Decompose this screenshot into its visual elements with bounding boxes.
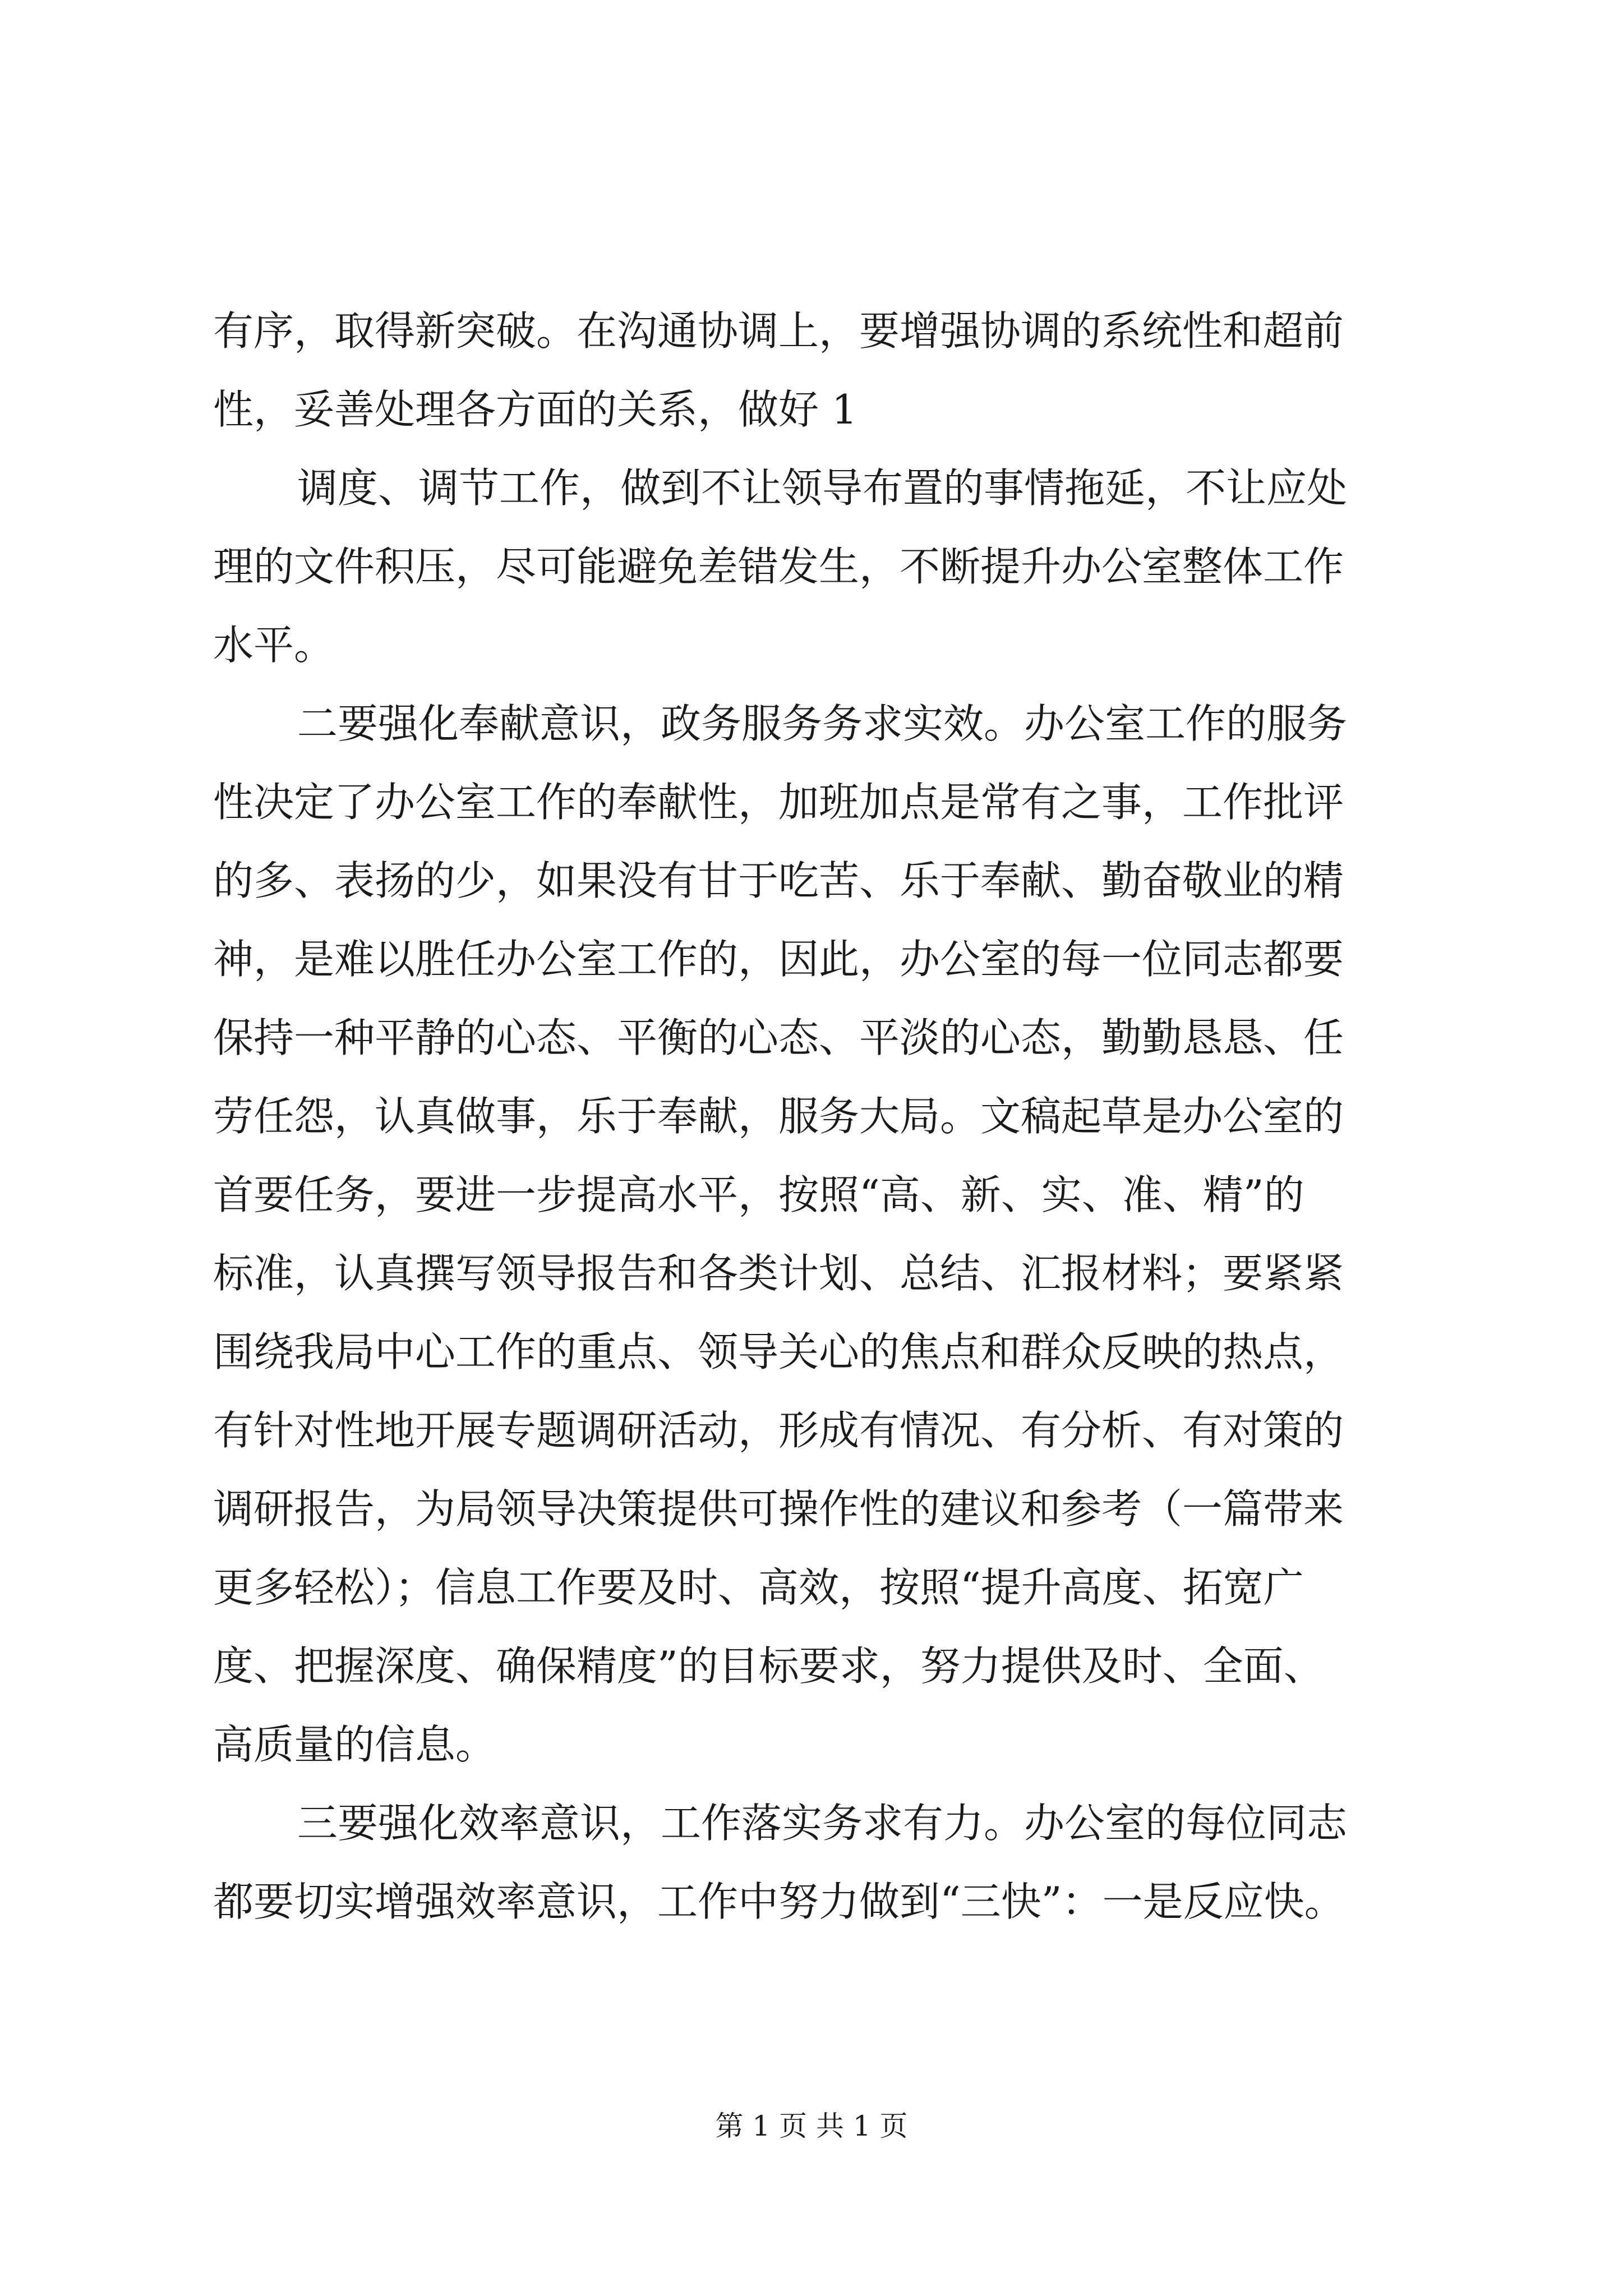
- text-line: 围绕我局中心工作的重点、领导关心的焦点和群众反映的热点，: [213, 1328, 1344, 1375]
- text-line: 神，是难以胜任办公室工作的，因此，办公室的每一位同志都要: [213, 936, 1344, 983]
- text-line: 性决定了办公室工作的奉献性，加班加点是常有之事，工作批评: [213, 779, 1344, 826]
- text-line: 理的文件积压，尽可能避免差错发生，不断提升办公室整体工作: [213, 543, 1344, 590]
- text-line: 有针对性地开展专题调研活动，形成有情况、有分析、有对策的: [213, 1407, 1344, 1454]
- document-body: [213, 292, 1413, 1941]
- paragraph-start-line: 三要强化效率意识，工作落实务求有力。办公室的每位同志: [297, 1800, 1348, 1847]
- text-line: 保持一种平静的心态、平衡的心态、平淡的心态，勤勤恳恳、任: [213, 1014, 1344, 1061]
- text-line: 水平。: [213, 622, 335, 669]
- text-line: 性，妥善处理各方面的关系，做好 1: [213, 386, 857, 433]
- text-line: 劳任怨，认真做事，乐于奉献，服务大局。文稿起草是办公室的: [213, 1093, 1344, 1140]
- text-line: 都要切实增强效率意识，工作中努力做到“三快”：一是反应快。: [213, 1878, 1345, 1925]
- text-line: 更多轻松）；信息工作要及时、高效，按照“提升高度、拓宽广: [213, 1564, 1304, 1611]
- paragraph-start-line: 二要强化奉献意识，政务服务务求实效。办公室工作的服务: [297, 700, 1348, 747]
- page-footer: 第 1 页 共 1 页: [715, 2110, 908, 2142]
- text-line: 标准，认真撰写领导报告和各类计划、总结、汇报材料；要紧紧: [213, 1250, 1344, 1297]
- text-line: 度、把握深度、确保精度”的目标要求，努力提供及时、全面、: [213, 1642, 1324, 1690]
- text-line: 调研报告，为局领导决策提供可操作性的建议和参考（一篇带来: [213, 1485, 1344, 1533]
- text-line: 高质量的信息。: [213, 1721, 496, 1768]
- text-line: 有序，取得新突破。在沟通协调上，要增强协调的系统性和超前: [213, 307, 1344, 355]
- text-line: 的多、表扬的少，如果没有甘于吃苦、乐于奉献、勤奋敬业的精: [213, 857, 1344, 904]
- paragraph-start-line: 调度、调节工作，做到不让领导布置的事情拖延，不让应处: [297, 464, 1348, 512]
- text-line: 首要任务，要进一步提高水平，按照“高、新、实、准、精”的: [213, 1171, 1304, 1218]
